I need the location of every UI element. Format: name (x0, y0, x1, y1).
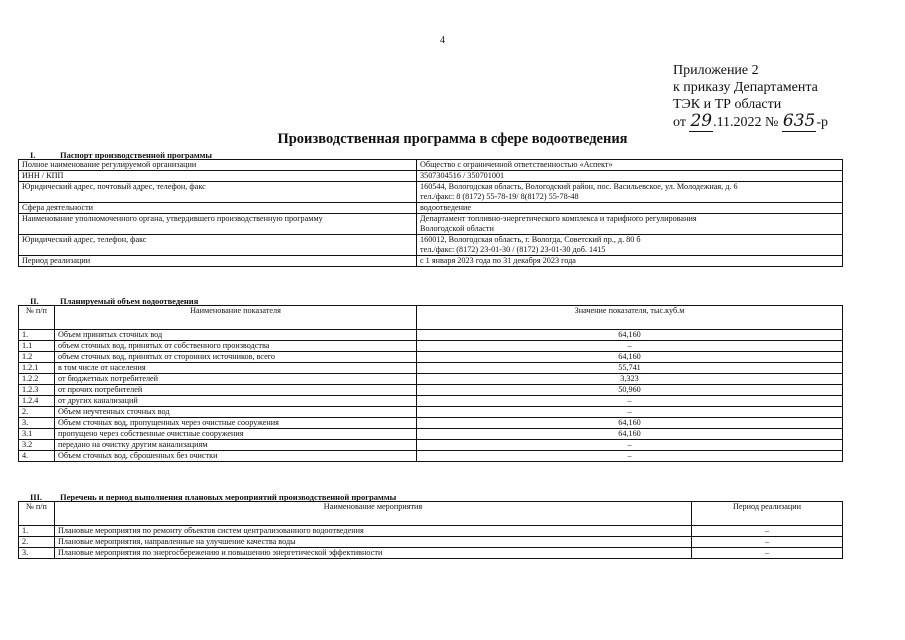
volume-row-number: 2. (19, 407, 55, 418)
passport-row (19, 203, 843, 214)
passport-value (417, 214, 843, 235)
measures-row-number: 2. (19, 537, 55, 548)
volume-row (19, 330, 843, 341)
section-1-roman: I. (30, 150, 36, 160)
measures-col-period: Период реализации (692, 502, 843, 526)
volume-row (19, 374, 843, 385)
volume-row-name: от бюджетных потребителей (55, 374, 417, 385)
measures-row-period: – (692, 526, 843, 537)
page-number: 4 (440, 35, 445, 46)
passport-row (19, 256, 843, 267)
volume-row (19, 352, 843, 363)
volume-row-value: 55,741 (417, 363, 843, 374)
volume-row (19, 363, 843, 374)
appendix-line-2: к приказу Департамента (673, 80, 818, 95)
passport-value-line-1: 3507304516 / 350701001 (420, 171, 505, 180)
volume-col-name: Наименование показателя (55, 306, 417, 330)
passport-value (417, 182, 843, 203)
volume-row-number: 1.1 (19, 341, 55, 352)
passport-value-line-1: с 1 января 2023 года по 31 декабря 2023 года (420, 256, 576, 265)
passport-value (417, 160, 843, 171)
volume-row-value: 64,160 (417, 418, 843, 429)
passport-row (19, 160, 843, 171)
section-2-title: Планируемый объем водоотведения (60, 296, 199, 306)
volume-row-number: 1.2.3 (19, 385, 55, 396)
passport-value (417, 171, 843, 182)
order-suffix: -р (816, 115, 829, 130)
measures-row-period: – (692, 548, 843, 559)
volume-row-number: 4. (19, 451, 55, 462)
passport-value-line-1: водоотведение (420, 203, 472, 212)
passport-value-line-1: Департамент топливно-энергетического комплекса и тарифного регулирования (420, 214, 697, 223)
handwritten-order-number: 635 (782, 111, 816, 131)
volume-row (19, 418, 843, 429)
passport-label: Юридический адрес, телефон, факс (19, 235, 417, 256)
passport-label: Наименование уполномоченного органа, утвердившего производственную программу (19, 214, 417, 235)
passport-label: Юридический адрес, почтовый адрес, телефон, факс (19, 182, 417, 203)
passport-value (417, 256, 843, 267)
measures-row-number: 3. (19, 548, 55, 559)
passport-value (417, 203, 843, 214)
volume-row-value: – (417, 407, 843, 418)
volume-row-number: 3.2 (19, 440, 55, 451)
volume-row-name: Объем сточных вод, пропущенных через очистные сооружения (55, 418, 417, 429)
volume-row-name: пропущено через собственные очистные сооружения (55, 429, 417, 440)
measures-row-number: 1. (19, 526, 55, 537)
volume-row (19, 407, 843, 418)
volume-row-number: 1.2.1 (19, 363, 55, 374)
volume-row-value: 50,960 (417, 385, 843, 396)
volume-row (19, 451, 843, 462)
volume-col-value: Значение показателя, тыс.куб.м (417, 306, 843, 330)
passport-row (19, 171, 843, 182)
passport-value-line-2: Вологодской области (420, 224, 494, 233)
volume-table (18, 305, 843, 462)
measures-row-name: Плановые мероприятия по ремонту объектов систем централизованного водоотведения (55, 526, 692, 537)
volume-row-name: от прочих потребителей (55, 385, 417, 396)
passport-value-line-2: тел./факс: 8 (8172) 55-78-19/ 8(8172) 55-78-48 (420, 192, 579, 201)
passport-label: ИНН / КПП (19, 171, 417, 182)
measures-row (19, 526, 843, 537)
volume-row (19, 341, 843, 352)
passport-label: Сфера деятельности (19, 203, 417, 214)
volume-row-name: Объем принятых сточных вод (55, 330, 417, 341)
document-title: Производственная программа в сфере водоотведения (277, 131, 628, 147)
passport-label: Период реализации (19, 256, 417, 267)
passport-table (18, 159, 843, 267)
passport-row (19, 214, 843, 235)
date-prefix: от (673, 115, 690, 130)
section-3-title: Перечень и период выполнения плановых мероприятий производственной программы (60, 492, 397, 502)
volume-row-number: 1.2.4 (19, 396, 55, 407)
volume-row-name: объем сточных вод, принятых от сторонних источников, всего (55, 352, 417, 363)
measures-table (18, 501, 843, 559)
passport-value-line-1: Общество с ограниченной ответственностью «Аспект» (420, 160, 613, 169)
volume-row-value: 64,160 (417, 330, 843, 341)
measures-row (19, 537, 843, 548)
volume-row-name: передано на очистку другим канализациям (55, 440, 417, 451)
measures-row-period: – (692, 537, 843, 548)
measures-row (19, 548, 843, 559)
volume-row-name: объем сточных вод, принятых от собственного производства (55, 341, 417, 352)
handwritten-day: 29 (690, 111, 713, 131)
measures-col-num: № п/п (19, 502, 55, 526)
measures-row-name: Плановые мероприятия по энергосбережению и повышению энергетической эффективности (55, 548, 692, 559)
appendix-line-3: ТЭК и ТР области (673, 97, 782, 112)
section-1-title: Паспорт производственной программы (60, 150, 213, 160)
appendix-line-1: Приложение 2 (673, 63, 759, 78)
passport-value-line-1: 160544, Вологодская область, Вологодский район, пос. Васильевское, ул. Молодежная, д. 6 (420, 182, 738, 191)
volume-row-value: – (417, 396, 843, 407)
section-3-roman: III. (30, 492, 43, 502)
volume-col-num: № п/п (19, 306, 55, 330)
measures-col-name: Наименование мероприятия (55, 502, 692, 526)
appendix-date-line (673, 113, 828, 131)
date-rest: .11.2022 № (713, 115, 782, 130)
volume-row (19, 440, 843, 451)
volume-row-value: – (417, 341, 843, 352)
passport-value-line-2: тел./факс: (8172) 23-01-30 / (8172) 23-01-30 доб. 1415 (420, 245, 606, 254)
volume-row-value: 64,160 (417, 352, 843, 363)
volume-row-value: – (417, 440, 843, 451)
passport-row (19, 182, 843, 203)
volume-row-number: 3.1 (19, 429, 55, 440)
appendix-block (673, 62, 828, 131)
volume-row-number: 1. (19, 330, 55, 341)
volume-row-name: в том числе от населения (55, 363, 417, 374)
passport-value-line-1: 160012, Вологодская область, г. Вологда, Советский пр., д. 80 б (420, 235, 641, 244)
volume-row-name: Объем сточных вод, сброшенных без очистки (55, 451, 417, 462)
passport-label: Полное наименование регулируемой организации (19, 160, 417, 171)
volume-row-number: 1.2 (19, 352, 55, 363)
volume-row-name: Объем неучтенных сточных вод (55, 407, 417, 418)
volume-row (19, 396, 843, 407)
volume-row-value: 64,160 (417, 429, 843, 440)
volume-row-number: 1.2.2 (19, 374, 55, 385)
volume-row-value: – (417, 451, 843, 462)
volume-row-number: 3. (19, 418, 55, 429)
volume-row-name: от других канализаций (55, 396, 417, 407)
measures-row-name: Плановые мероприятия, направленные на улучшение качества воды (55, 537, 692, 548)
section-2-roman: II. (30, 296, 39, 306)
passport-value (417, 235, 843, 256)
volume-row (19, 429, 843, 440)
volume-row-value: 3,323 (417, 374, 843, 385)
passport-row (19, 235, 843, 256)
volume-row (19, 385, 843, 396)
